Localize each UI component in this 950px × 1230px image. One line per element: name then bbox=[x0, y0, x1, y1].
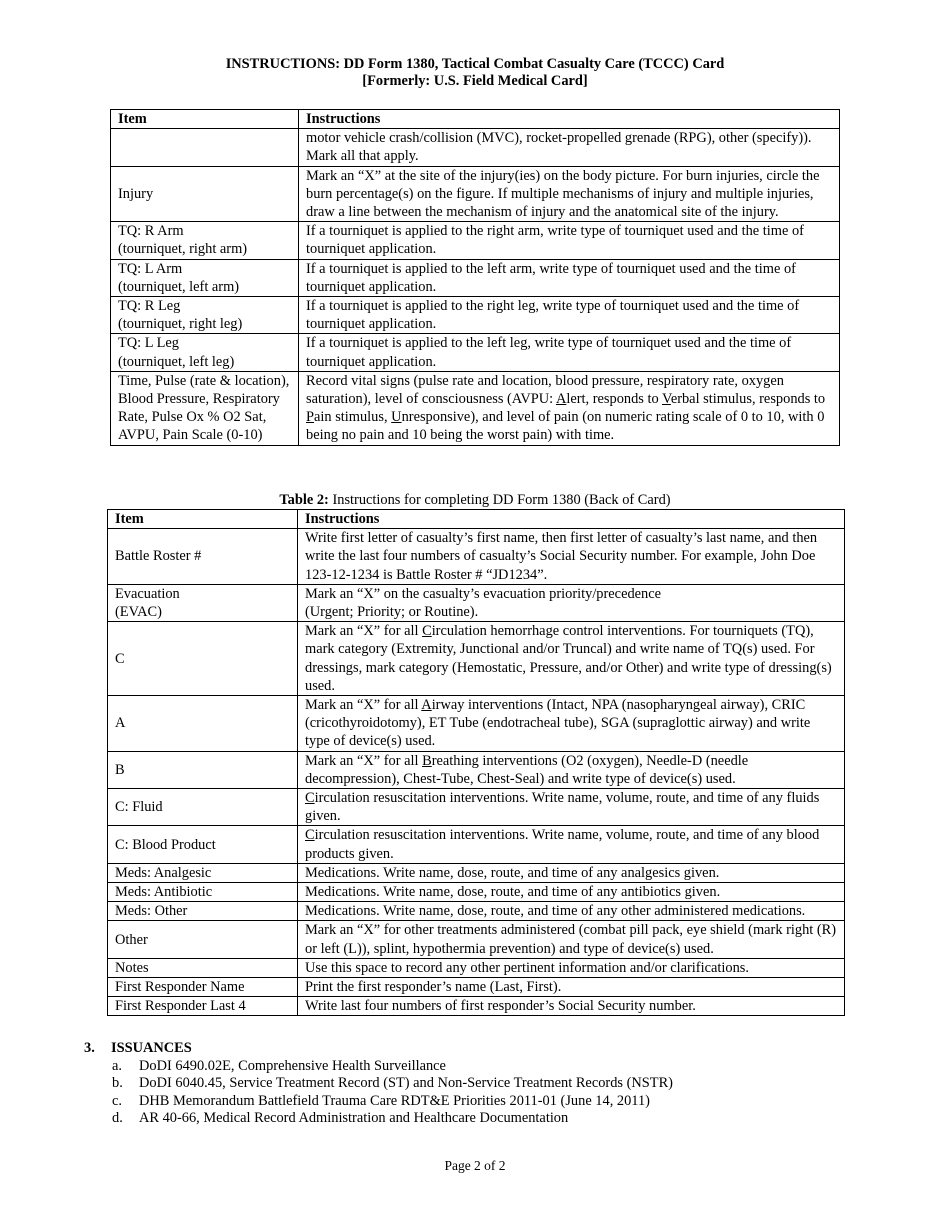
instruction-cell: Mark an “X” at the site of the injury(ies) on the body picture. For burn injuries, circle the burn percentage(s) on the figure. If multiple mechanisms of injury and multiple injuries, draw a line between the mechanism of injury and the anatomical site of the injury. bbox=[299, 166, 840, 222]
instruction-cell: Write last four numbers of first responder’s Social Security number. bbox=[298, 997, 845, 1016]
column-header-item: Item bbox=[108, 510, 298, 529]
item-sublabel: (EVAC) bbox=[115, 604, 162, 621]
table-header-row bbox=[108, 510, 845, 529]
document-title bbox=[0, 56, 950, 90]
item-cell bbox=[111, 259, 299, 296]
section-title: ISSUANCES bbox=[111, 1040, 192, 1056]
list-text: AR 40-66, Medical Record Administration and Healthcare Documentation bbox=[139, 1110, 569, 1126]
instruction-cell: If a tourniquet is applied to the left arm, write type of tourniquet used and the time of tourniquet application. bbox=[299, 259, 840, 296]
instruction-cell: Mark an “X” for other treatments administered (combat pill pack, eye shield (mark right (R) or left (L)), splint, hypothermia prevention) and type of device(s) used. bbox=[298, 921, 845, 958]
item-cell bbox=[111, 129, 299, 166]
page-number: Page 2 of 2 bbox=[444, 1158, 506, 1173]
table-row bbox=[108, 826, 845, 863]
table-back-card bbox=[107, 509, 845, 1016]
list-letter: d. bbox=[112, 1110, 123, 1126]
list-text: DoDI 6490.02E, Comprehensive Health Surveillance bbox=[139, 1057, 446, 1074]
column-header-item: Item bbox=[111, 110, 299, 129]
instruction-cell: Mark an “X” for all Circulation hemorrhage control interventions. For tourniquets (TQ), mark category (Extremity, Junctional and/or Truncal) and write name of TQ(s) used. For dressings, mark category (Hemostatic, Pressure, and/or Other) and write type of dressing(s) used. bbox=[298, 622, 845, 696]
item-cell: Other bbox=[108, 921, 298, 958]
table-row bbox=[111, 334, 840, 371]
instruction-cell: Record vital signs (pulse rate and location, blood pressure, respiratory rate, oxygen saturation), level of consciousness (AVPU: Alert, responds to Verbal stimulus, responds to Pain stimulus, Unresponsive), and level of pain (on numeric rating scale of 0 to 10, with 0 being no pain and 10 being the worst pain) with time. bbox=[299, 371, 840, 445]
table-row bbox=[108, 622, 845, 696]
item-cell: A bbox=[108, 696, 298, 752]
item-cell: C: Blood Product bbox=[108, 826, 298, 863]
table-front-card-continued bbox=[110, 109, 840, 446]
item-cell bbox=[111, 334, 299, 371]
table-row bbox=[108, 789, 845, 826]
list-text: DHB Memorandum Battlefield Trauma Care RDT&E Priorities 2011-01 (June 14, 2011) bbox=[139, 1092, 650, 1109]
instruction-cell: If a tourniquet is applied to the right arm, write type of tourniquet used and the time of tourniquet application. bbox=[299, 222, 840, 259]
item-cell: Meds: Analgesic bbox=[108, 863, 298, 882]
instruction-cell: Write first letter of casualty’s first name, then first letter of casualty’s last name, and then write the last four numbers of casualty’s Social Security number. For example, John Doe 123-12-1234 is Battle Roster # “JD1234”. bbox=[298, 529, 845, 585]
title-line-1: INSTRUCTIONS: DD Form 1380, Tactical Combat Casualty Care (TCCC) Card bbox=[225, 56, 725, 72]
table-row bbox=[108, 902, 845, 921]
item-cell bbox=[111, 222, 299, 259]
item-label: TQ: R Arm bbox=[118, 223, 184, 240]
item-cell: C bbox=[108, 622, 298, 696]
item-sublabel: (tourniquet, right leg) bbox=[118, 316, 243, 333]
item-label: TQ: R Leg bbox=[118, 298, 181, 315]
column-header-instructions: Instructions bbox=[298, 510, 845, 529]
item-cell: Time, Pulse (rate & location), Blood Pressure, Respiratory Rate, Pulse Ox % O2 Sat, AVPU, Pain Scale (0-10) bbox=[111, 371, 299, 445]
item-label: TQ: L Leg bbox=[118, 335, 180, 352]
column-header-instructions: Instructions bbox=[299, 110, 840, 129]
table-header-row bbox=[111, 110, 840, 129]
list-letter: a. bbox=[112, 1057, 122, 1074]
item-sublabel: (tourniquet, right arm) bbox=[118, 241, 248, 258]
item-cell: Injury bbox=[111, 166, 299, 222]
item-cell: B bbox=[108, 751, 298, 788]
item-cell: Meds: Antibiotic bbox=[108, 883, 298, 902]
list-item bbox=[84, 1058, 884, 1076]
instruction-cell: Mark an “X” for all Breathing interventions (O2 (oxygen), Needle-D (needle decompression), Chest-Tube, Chest-Seal) and write type of device(s) used. bbox=[298, 751, 845, 788]
table-row bbox=[108, 921, 845, 958]
list-item bbox=[84, 1075, 884, 1093]
item-cell: Battle Roster # bbox=[108, 529, 298, 585]
instruction-cell: If a tourniquet is applied to the right leg, write type of tourniquet used and the time of tourniquet application. bbox=[299, 297, 840, 334]
table-row bbox=[108, 696, 845, 752]
instruction-cell: Use this space to record any other pertinent information and/or clarifications. bbox=[298, 958, 845, 977]
table-row bbox=[108, 883, 845, 902]
caption-text: Instructions for completing DD Form 1380 (Back of Card) bbox=[328, 492, 671, 508]
table-row bbox=[108, 584, 845, 621]
instruction-cell: If a tourniquet is applied to the left leg, write type of tourniquet used and the time of tourniquet application. bbox=[299, 334, 840, 371]
item-label: TQ: L Arm bbox=[118, 260, 183, 277]
instruction-cell: Mark an “X” on the casualty’s evacuation priority/precedence (Urgent; Priority; or Routine). bbox=[298, 584, 845, 621]
item-sublabel: (tourniquet, left arm) bbox=[118, 278, 240, 295]
table-row bbox=[108, 958, 845, 977]
item-sublabel: (tourniquet, left leg) bbox=[118, 353, 235, 370]
table-row bbox=[108, 997, 845, 1016]
instruction-cell: Circulation resuscitation interventions. Write name, volume, route, and time of any blood products given. bbox=[298, 826, 845, 863]
instruction-cell: Medications. Write name, dose, route, and time of any other administered medications. bbox=[298, 902, 845, 921]
item-cell: First Responder Last 4 bbox=[108, 997, 298, 1016]
list-item bbox=[84, 1110, 884, 1128]
table-2-caption bbox=[0, 492, 950, 509]
item-cell: C: Fluid bbox=[108, 789, 298, 826]
title-line-2: [Formerly: U.S. Field Medical Card] bbox=[362, 73, 588, 89]
table-row bbox=[108, 751, 845, 788]
table-row bbox=[111, 371, 840, 445]
instruction-cell: Medications. Write name, dose, route, and time of any analgesics given. bbox=[298, 863, 845, 882]
item-cell bbox=[108, 584, 298, 621]
table-row bbox=[108, 978, 845, 997]
item-label: Evacuation bbox=[115, 585, 180, 602]
caption-label: Table 2: bbox=[279, 492, 329, 508]
list-item bbox=[84, 1093, 884, 1111]
table-row bbox=[108, 863, 845, 882]
table-row bbox=[111, 166, 840, 222]
instruction-cell: Medications. Write name, dose, route, and time of any antibiotics given. bbox=[298, 883, 845, 902]
list-text: DoDI 6040.45, Service Treatment Record (ST) and Non-Service Treatment Records (NSTR) bbox=[139, 1075, 673, 1091]
table-row bbox=[111, 259, 840, 296]
instruction-cell: Mark an “X” for all Airway interventions (Intact, NPA (nasopharyngeal airway), CRIC (cricothyroidotomy), ET Tube (endotracheal tube), SGA (supraglottic airway) and write type of device(s) used. bbox=[298, 696, 845, 752]
issuances-section bbox=[84, 1040, 884, 1128]
item-cell: First Responder Name bbox=[108, 978, 298, 997]
table-row bbox=[108, 529, 845, 585]
list-letter: c. bbox=[112, 1092, 122, 1109]
item-cell: Meds: Other bbox=[108, 902, 298, 921]
item-cell: Notes bbox=[108, 958, 298, 977]
item-cell bbox=[111, 297, 299, 334]
instruction-cell: motor vehicle crash/collision (MVC), rocket-propelled grenade (RPG), other (specify)). Mark all that apply. bbox=[299, 129, 840, 166]
section-number: 3. bbox=[84, 1040, 95, 1056]
instruction-cell: Circulation resuscitation interventions. Write name, volume, route, and time of any fluids given. bbox=[298, 789, 845, 826]
table-row bbox=[111, 129, 840, 166]
table-row bbox=[111, 222, 840, 259]
list-letter: b. bbox=[112, 1075, 123, 1091]
instruction-cell: Print the first responder’s name (Last, First). bbox=[298, 978, 845, 997]
section-heading bbox=[84, 1040, 884, 1058]
table-row bbox=[111, 297, 840, 334]
